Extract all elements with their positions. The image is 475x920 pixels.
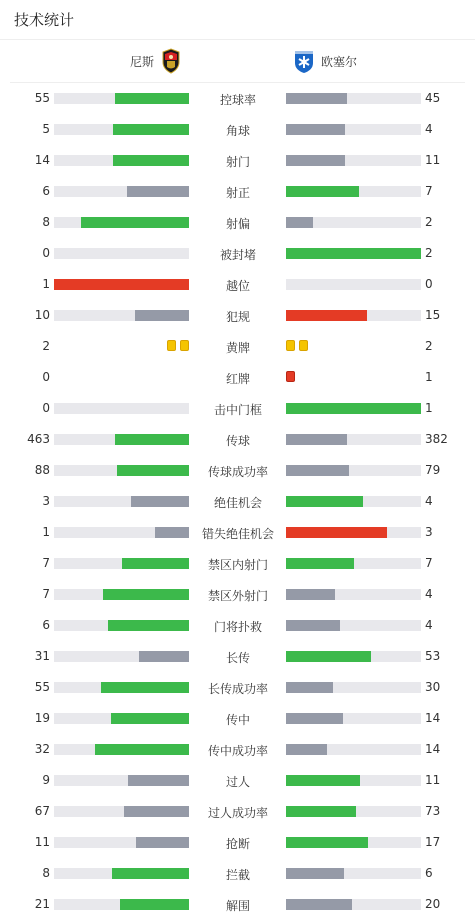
home-bar-track [54,527,189,538]
away-value: 20 [425,897,441,911]
away-value: 14 [425,711,441,725]
stat-row [0,393,475,424]
stat-label: 被封堵 [219,248,256,262]
away-value: 2 [425,246,433,260]
home-bar-track [54,93,189,104]
home-team-name: 尼斯 [129,54,154,69]
away-bar-fill [286,868,344,879]
home-value: 55 [34,680,50,694]
home-bar-fill [155,527,189,538]
away-value: 17 [425,835,441,849]
home-bar-fill [128,775,189,786]
stat-label: 门将扑救 [213,620,262,634]
away-value: 4 [425,587,433,601]
home-bar-track [54,868,189,879]
stat-row [0,269,475,300]
home-bar-fill [135,310,189,321]
home-bar-fill [54,279,189,290]
away-bar-fill [286,217,313,228]
home-bar-fill [103,589,189,600]
stat-row [0,641,475,672]
away-value: 11 [425,153,441,167]
away-bar-track [286,589,421,600]
stat-row [0,579,475,610]
stat-label: 射门 [225,155,250,169]
away-bar-track [286,496,421,507]
away-bar-fill [286,527,387,538]
away-bar-track [286,651,421,662]
away-value: 1 [425,370,433,384]
away-value: 7 [425,184,433,198]
home-bar-fill [81,217,189,228]
away-value: 3 [425,525,433,539]
stat-label: 抢断 [225,837,250,851]
home-value: 11 [34,835,50,849]
stat-row [0,83,475,114]
home-bar-fill [115,434,189,445]
home-bar-track [54,651,189,662]
away-bar-fill [286,713,343,724]
home-bar-track [54,403,189,414]
home-bar-track [54,713,189,724]
home-bar-fill [127,186,189,197]
home-bar-fill [101,682,189,693]
yellow-card-icon [167,340,176,351]
stat-row [0,672,475,703]
home-bar-fill [113,124,189,135]
home-value: 3 [42,494,50,508]
home-value: 5 [42,122,50,136]
stat-label: 传球成功率 [207,465,268,479]
stat-row [0,517,475,548]
home-bar-track [54,837,189,848]
away-bar-fill [286,589,335,600]
home-value: 9 [42,773,50,787]
away-bar-track [286,806,421,817]
teams-header [10,40,465,83]
stat-label: 禁区外射门 [207,589,268,603]
home-bar-fill [120,899,189,910]
home-value: 32 [34,742,50,756]
home-bar-fill [117,465,189,476]
away-value: 2 [425,215,433,229]
away-bar-fill [286,155,345,166]
stat-row [0,114,475,145]
away-bar-track [286,744,421,755]
home-value: 6 [42,618,50,632]
stat-label: 红牌 [225,372,250,386]
away-bar-fill [286,620,340,631]
stat-row [0,145,475,176]
away-bar-fill [286,806,356,817]
home-value: 463 [27,432,50,446]
home-value: 67 [34,804,50,818]
away-cards [286,371,295,382]
home-value: 6 [42,184,50,198]
home-bar-track [54,186,189,197]
away-bar-track [286,279,421,290]
away-bar-track [286,465,421,476]
stat-label: 解围 [225,899,250,913]
yellow-card-icon [286,340,295,351]
away-value: 30 [425,680,441,694]
home-bar-track [54,465,189,476]
stat-row [0,889,475,920]
home-bar-track [54,589,189,600]
away-bar-fill [286,434,347,445]
home-value: 2 [42,339,50,353]
home-bar-fill [131,496,189,507]
stat-row [0,176,475,207]
away-bar-track [286,527,421,538]
away-team[interactable] [293,48,357,74]
home-bar-track [54,434,189,445]
home-bar-track [54,496,189,507]
home-bar-track [54,279,189,290]
home-value: 8 [42,866,50,880]
stat-label: 传中 [225,713,250,727]
stat-label: 传中成功率 [207,744,268,758]
home-value: 31 [34,649,50,663]
stats-list [0,83,475,920]
away-value: 4 [425,618,433,632]
stat-label: 犯规 [225,310,250,324]
home-value: 1 [42,277,50,291]
stat-row [0,331,475,362]
stat-label: 控球率 [219,93,256,107]
stat-label: 击中门框 [213,403,262,417]
home-bar-track [54,124,189,135]
away-bar-fill [286,682,333,693]
home-value: 21 [34,897,50,911]
yellow-card-icon [299,340,308,351]
stat-row [0,858,475,889]
stat-row [0,207,475,238]
away-bar-track [286,837,421,848]
home-bar-fill [112,868,189,879]
away-bar-track [286,124,421,135]
home-cards [167,340,189,351]
away-bar-track [286,868,421,879]
away-value: 4 [425,494,433,508]
home-bar-track [54,248,189,259]
home-value: 8 [42,215,50,229]
stat-row [0,610,475,641]
stat-label: 禁区内射门 [207,558,268,572]
home-bar-track [54,217,189,228]
away-bar-fill [286,186,359,197]
stat-label: 拦截 [225,868,250,882]
away-value: 45 [425,91,441,105]
home-bar-track [54,682,189,693]
stat-label: 长传成功率 [207,682,268,696]
away-bar-fill [286,496,363,507]
home-bar-track [54,744,189,755]
away-bar-track [286,434,421,445]
away-value: 0 [425,277,433,291]
stat-row [0,827,475,858]
away-bar-fill [286,558,354,569]
away-value: 2 [425,339,433,353]
stat-row [0,455,475,486]
stat-row [0,734,475,765]
home-bar-fill [124,806,189,817]
stat-label: 角球 [225,124,250,138]
home-bar-fill [95,744,190,755]
away-bar-track [286,775,421,786]
home-value: 19 [34,711,50,725]
stat-row [0,703,475,734]
auxerre-crest-icon [293,48,315,74]
home-bar-track [54,558,189,569]
away-value: 6 [425,866,433,880]
home-value: 0 [42,370,50,384]
home-value: 10 [34,308,50,322]
stat-label: 过人 [225,775,250,789]
away-cards [286,340,308,351]
home-value: 7 [42,587,50,601]
away-value: 53 [425,649,441,663]
away-bar-fill [286,310,367,321]
home-value: 7 [42,556,50,570]
away-bar-track [286,186,421,197]
home-bar-fill [122,558,190,569]
stat-row [0,424,475,455]
stat-label: 绝佳机会 [213,496,262,510]
home-value: 0 [42,246,50,260]
home-team[interactable] [130,48,182,74]
away-value: 14 [425,742,441,756]
home-bar-track [54,806,189,817]
away-bar-track [286,713,421,724]
home-bar-track [54,899,189,910]
away-team-name: 欧塞尔 [321,54,358,69]
away-bar-track [286,217,421,228]
stat-row [0,362,475,393]
red-card-icon [286,371,295,382]
away-value: 4 [425,122,433,136]
away-bar-track [286,248,421,259]
away-bar-fill [286,744,327,755]
away-bar-fill [286,837,368,848]
stat-row [0,300,475,331]
stat-row [0,765,475,796]
stat-label: 越位 [225,279,250,293]
away-bar-track [286,93,421,104]
away-value: 73 [425,804,441,818]
home-value: 55 [34,91,50,105]
home-value: 0 [42,401,50,415]
stat-row [0,238,475,269]
away-bar-track [286,899,421,910]
away-value: 1 [425,401,433,415]
away-bar-track [286,682,421,693]
home-value: 1 [42,525,50,539]
stat-row [0,486,475,517]
away-bar-track [286,403,421,414]
home-bar-fill [108,620,189,631]
stat-label: 过人成功率 [207,806,268,820]
away-bar-track [286,310,421,321]
home-bar-fill [111,713,189,724]
away-bar-fill [286,403,421,414]
away-value: 79 [425,463,441,477]
home-value: 88 [34,463,50,477]
away-value: 11 [425,773,441,787]
away-bar-fill [286,899,352,910]
stat-row [0,796,475,827]
section-title: 技术统计 [0,0,475,40]
home-bar-fill [136,837,189,848]
away-bar-fill [286,775,360,786]
stat-label: 射正 [225,186,250,200]
away-value: 382 [425,432,448,446]
away-bar-fill [286,465,349,476]
away-value: 7 [425,556,433,570]
home-value: 14 [34,153,50,167]
stat-label: 错失绝佳机会 [201,527,274,541]
away-bar-track [286,155,421,166]
home-bar-track [54,310,189,321]
stat-label: 传球 [225,434,250,448]
away-bar-fill [286,248,421,259]
away-bar-track [286,558,421,569]
nice-crest-icon [160,48,182,74]
home-bar-fill [113,155,189,166]
stat-label: 长传 [225,651,250,665]
away-bar-fill [286,651,371,662]
stat-label: 射偏 [225,217,250,231]
home-bar-fill [115,93,189,104]
away-bar-track [286,620,421,631]
away-bar-fill [286,93,347,104]
yellow-card-icon [180,340,189,351]
home-bar-track [54,620,189,631]
stat-row [0,548,475,579]
away-value: 15 [425,308,441,322]
home-bar-track [54,155,189,166]
stat-label: 黄牌 [225,341,250,355]
away-bar-fill [286,124,345,135]
home-bar-track [54,775,189,786]
home-bar-fill [139,651,189,662]
